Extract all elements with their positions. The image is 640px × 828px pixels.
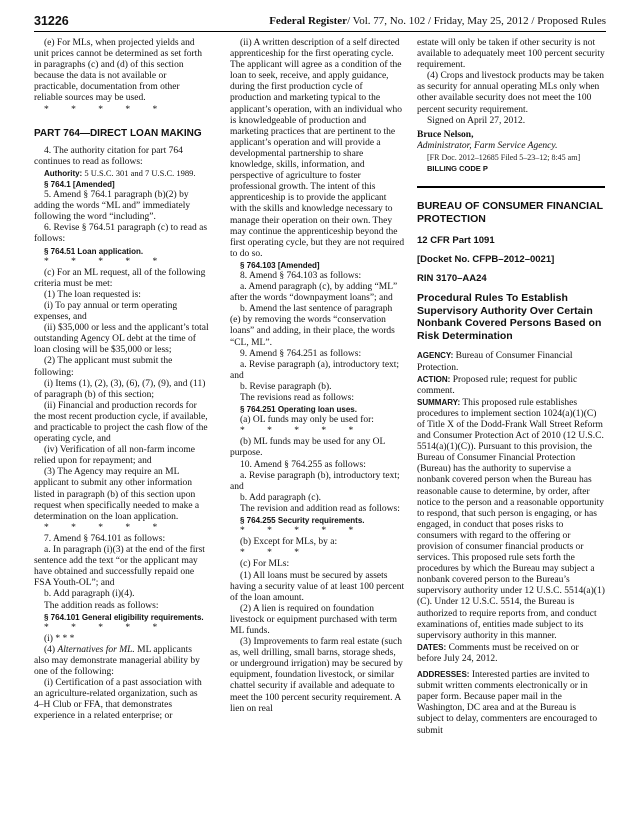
dates-caption: DATES: Comments must be received on or before July 24, 2012.: [417, 642, 579, 664]
section-divider: [417, 186, 605, 188]
paragraph: a. Revise paragraph (a), introductory text; and: [230, 359, 400, 381]
page-number: 31226: [34, 14, 69, 28]
paragraph: (i) To pay annual or term operating expenses, and: [34, 300, 178, 323]
paragraph: (b) Except for MLs, by a:: [240, 537, 338, 548]
running-head-text: [269, 15, 606, 27]
paragraph: 10. Amend § 764.255 as follows:: [240, 459, 366, 470]
signer-name: Bruce Nelson,: [417, 129, 474, 140]
section-heading: § 764.1 [Amended]: [44, 179, 115, 189]
paragraph: (3) Improvements to farm real estate (such as, well drilling, small barns, storage sheds, or underground irrigation) may be secured by equipment, foundation livestock, or similar chattel security if available and adequate to meet the 100 percent security requirement. A lien on real: [230, 637, 403, 714]
section-heading: § 764.255 Security requirements.: [240, 516, 365, 526]
paragraph: 9. Amend § 764.251 as follows:: [240, 348, 362, 359]
paragraph: a. Amend paragraph (c), by adding “ML” after the words “downpayment loans”; and: [230, 282, 398, 304]
column-1: [34, 38, 209, 824]
cfr-part: 12 CFR Part 1091: [417, 235, 495, 247]
authority-citation: Authority: 5 U.S.C. 301 and 7 U.S.C. 1989.: [44, 167, 196, 178]
paragraph: estate will only be taken if other security is not available to adequately meet 100 percent security requirement.: [417, 38, 605, 71]
paragraph: 8. Amend § 764.103 as follows:: [240, 270, 362, 281]
ellipsis-stars: * * * * *: [240, 426, 364, 437]
paragraph: (ii) Financial and production records for the most recent production cycle, if available, and practicable to project the cash flow of the operating cycle, and: [34, 400, 208, 445]
ellipsis-stars: * * * * *: [44, 622, 168, 633]
paragraph: (4) Crops and livestock products may be taken as security for annual operating MLs only when other available security does not meet the 100 percent security requirement.: [417, 71, 605, 115]
paragraph: (c) For MLs:: [240, 559, 290, 570]
ellipsis-stars: * * * * *: [240, 526, 364, 537]
paragraph: b. Amend the last sentence of paragraph (e) by removing the words “conservation loans” and adding, in their place, the words “CL, ML”.: [230, 304, 395, 348]
column-3: [417, 38, 605, 824]
ellipsis-stars: * * * * *: [44, 104, 168, 115]
ellipsis-stars: * * * * *: [44, 522, 168, 533]
paragraph: (i) * * *: [44, 633, 75, 644]
paragraph: (c) For an ML request, all of the following criteria must be met:: [34, 267, 206, 289]
summary-caption: SUMMARY: This proposed rule establishes procedures to implement section 1024(a)(1)(C) of Title X of the Dodd-Frank Wall Street Reform and Consumer Protection Act of 2010 (12 U.S.C. 5514(a)(1)(C)). Pursuant to this provision, the Bureau of Consumer Financial Protection (Bureau) has the authority to supervise a nonbank covered person when the Bureau has reasonable cause to determine, by order, after notice to the person and a reasonable opportunity to respond, that such person is engaging, or has engaged, in conduct that poses risks to consumers with regard to the offering or provision of consumer financial products or services. This proposed rule sets forth the procedures by which the Bureau may subject a nonbank covered person to the Bureau’s supervisory authority under 12 U.S.C. 5514(a)(1)(C). Under 12 U.S.C. 5514, the Bureau is authorized to require reports from, and conduct examinations of, entities made subject to its supervisory authority in this manner.: [417, 397, 605, 641]
rin-number: RIN 3170–AA24: [417, 273, 487, 285]
agency-caption: AGENCY: Bureau of Consumer Financial Protection.: [417, 351, 573, 373]
agency-heading: BUREAU OF CONSUMER FINANCIAL PROTECTION: [417, 200, 603, 225]
section-heading: § 764.101 General eligibility requirements.: [44, 612, 204, 622]
header-rule: [34, 31, 606, 32]
section-heading: § 764.103 [Amended]: [240, 260, 320, 270]
paragraph: (ii) $35,000 or less and the applicant’s total outstanding Agency OL debt at the time of loan closing will be $35,000 or less;: [34, 323, 209, 356]
paragraph: The revision and addition read as follows:: [240, 503, 400, 514]
ellipsis-stars: * * * * *: [44, 256, 168, 267]
section-heading: § 764.251 Operating loan uses.: [240, 405, 357, 415]
rule-title: Procedural Rules To Establish Supervisory Authority Over Certain Nonbank Covered Persons Based on Risk Determination: [417, 292, 602, 342]
signer-title: Administrator, Farm Service Agency.: [417, 140, 558, 151]
issue-details: / Vol. 77, No. 102 / Friday, May 25, 2012 / Proposed Rules: [347, 15, 606, 27]
paragraph: a. In paragraph (i)(3) at the end of the first sentence add the text “or the applicant may have obtained and successfully repaid one FSA Youth-OL”; and: [34, 545, 205, 589]
paragraph: The revisions read as follows:: [240, 393, 354, 403]
paragraph: (1) All loans must be secured by assets having a security value of at least 100 percent of the loan amount.: [230, 570, 405, 603]
paragraph: (a) OL funds may only be used for:: [240, 415, 374, 426]
paragraph: (1) The loan requested is:: [44, 289, 141, 300]
paragraph: a. Revise paragraph (b), introductory text; and: [230, 470, 400, 492]
paragraph: 7. Amend § 764.101 as follows:: [44, 533, 166, 544]
column-2: [230, 38, 405, 824]
signed-date: Signed on April 27, 2012.: [427, 115, 526, 126]
paragraph: b. Add paragraph (i)(4).: [44, 589, 135, 600]
paragraph: b. Add paragraph (c).: [240, 492, 321, 503]
billing-code: BILLING CODE P: [427, 164, 488, 174]
paragraph: (4) Alternatives for ML. ML applicants also may demonstrate managerial ability by one of the following:: [34, 644, 200, 678]
section-heading: § 764.51 Loan application.: [44, 246, 144, 256]
part-heading: PART 764—DIRECT LOAN MAKING: [34, 127, 202, 139]
action-caption: ACTION: Proposed rule; request for public comment.: [417, 374, 578, 396]
paragraph: (2) The applicant must submit the following:: [34, 356, 173, 378]
paragraph: b. Revise paragraph (b).: [240, 381, 332, 392]
paragraph: The addition reads as follows:: [44, 600, 159, 611]
paragraph: (i) Certification of a past association with an agriculture-related organization, such as 4–H Club or FFA, that demonstrates experience in a related enterprise; or: [34, 678, 202, 722]
publication-name: Federal Register: [269, 15, 348, 27]
addresses-caption: ADDRESSES: Interested parties are invited to submit written comments electronically or in paper form. Because paper mail in the Washington, DC area and at the Bureau is subject to delay, commenters are encouraged to submit: [417, 670, 598, 736]
paragraph: 4. The authority citation for part 764 continues to read as follows:: [34, 145, 183, 167]
paragraph: (2) A lien is required on foundation livestock or equipment purchased with term ML funds.: [230, 603, 397, 636]
paragraph: (iv) Verification of all non-farm income relied upon for repayment; and: [34, 445, 195, 467]
paragraph: 6. Revise § 764.51 paragraph (c) to read as follows:: [34, 223, 208, 245]
paragraph: (b) ML funds may be used for any OL purpose.: [230, 437, 385, 459]
paragraph: (3) The Agency may require an ML applicant to submit any other information listed in paragraph (b) of this section upon request when specifically needed to make a determination on the loan application.: [34, 467, 200, 522]
paragraph: 5. Amend § 764.1 paragraph (b)(2) by adding the words “ML and” immediately following the word “including”.: [34, 190, 191, 223]
fr-doc-line: [FR Doc. 2012–12685 Filed 5–23–12; 8:45 am]: [427, 152, 581, 162]
paragraph: (i) Items (1), (2), (3), (6), (7), (9), and (11) of paragraph (b) of this section;: [34, 378, 206, 400]
docket-number: [Docket No. CFPB–2012–0021]: [417, 254, 555, 266]
ellipsis-stars: * * *: [240, 548, 309, 559]
paragraph: (e) For MLs, when projected yields and unit prices cannot be determined as set forth in paragraphs (c) and (d) of this section because the data is not available or practicable, documentation from other reliable sources may be used.: [34, 38, 203, 104]
paragraph: (ii) A written description of a self directed apprenticeship for the first operating cycle. The applicant will agree as a condition of the loan to seek, receive, and apply guidance, during the first production cycle of production and marketing typical to the applicant’s operation, with an individual who is knowledgeable of production and marketing practices that are pertinent to the applicant’s operation and will provide a developmental partnership to share knowledge, skills, information, and perspective of agriculture to foster professional growth. The intent of this apprenticeship is to provide the applicant with the skills and knowledge necessary to manage their operation on their own. They may continue the apprenticeship beyond the first operating cycle, but they are not required to do so.: [230, 38, 405, 259]
